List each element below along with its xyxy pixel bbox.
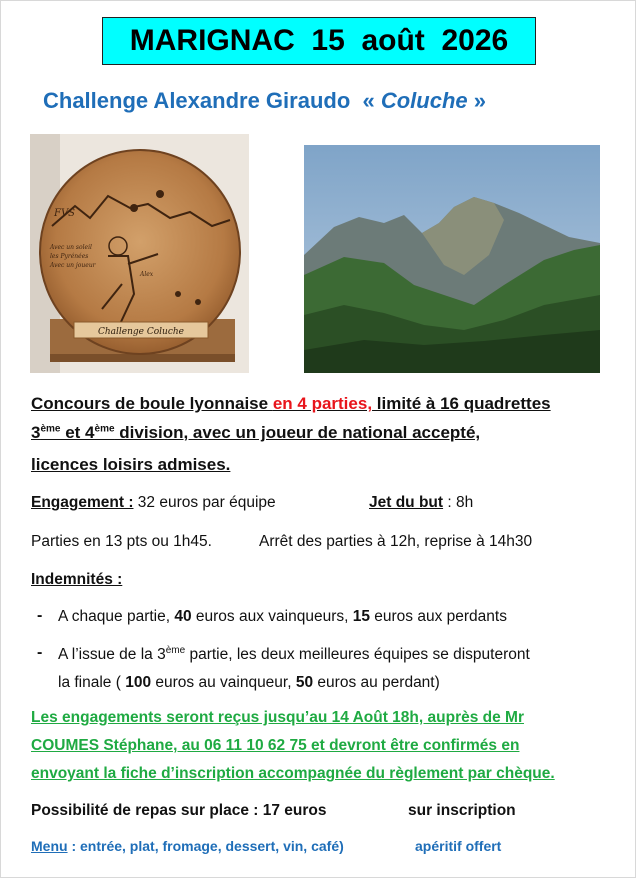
mountain-image — [304, 145, 600, 373]
parties-text: Parties en 13 pts ou 1h45. — [31, 533, 212, 550]
registration-line-3: envoyant la fiche d’inscription accompagnée du règlement par chèque. — [31, 765, 555, 782]
arret-text: Arrêt des parties à 12h, reprise à 14h30 — [259, 533, 533, 550]
trophy-image — [30, 134, 249, 373]
registration-line-1: Les engagements seront reçus jusqu’au 14 Août 18h, auprès de Mr — [31, 709, 524, 726]
bullet-dash: - — [37, 644, 43, 661]
trophy-poem-line: Avec un soleil — [50, 244, 92, 251]
bullet-dash: - — [37, 607, 43, 624]
indemnite-item-2-line-2: la finale ( 100 euros au vainqueur, 50 euros au perdant) — [58, 674, 440, 691]
indemnite-item-2-line-1: A l’issue de la 3ème partie, les deux meilleures équipes se disputeront — [58, 645, 530, 664]
trophy-plaque-text: Challenge Coluche — [97, 327, 185, 337]
meal-note: sur inscription — [408, 802, 516, 819]
page-title: MARIGNAC 15 août 2026 — [102, 17, 536, 65]
jet-du-but: Jet du but : 8h — [369, 494, 474, 511]
contest-line-1: Concours de boule lyonnaise en 4 parties, limité à 16 quadrettes — [31, 394, 551, 413]
contest-line-2: 3ème et 4ème division, avec un joueur de national accepté, — [31, 423, 481, 442]
indemnite-item-1: A chaque partie, 40 euros aux vainqueurs, 15 euros aux perdants — [58, 608, 507, 625]
subtitle: Challenge Alexandre Giraudo « Coluche » — [43, 88, 486, 113]
trophy-poem-line: Alex — [140, 271, 154, 278]
trophy-poem-line: Avec un joueur — [50, 262, 96, 269]
contest-line-3: licences loisirs admises. — [31, 455, 231, 474]
trophy-corner-text: FVS — [54, 208, 76, 219]
meal-text: Possibilité de repas sur place : 17 euros — [31, 802, 327, 819]
aperitif-text: apéritif offert — [415, 838, 502, 854]
trophy-poem-line: les Pyrénées — [50, 253, 89, 260]
engagement-line: Engagement : 32 euros par équipe — [31, 494, 276, 511]
registration-line-2: COUMES Stéphane, au 06 11 10 62 75 et devront être confirmés en — [31, 737, 520, 754]
indemnites-label: Indemnités : — [31, 571, 123, 588]
menu-line: Menu : entrée, plat, fromage, dessert, vin, café) — [31, 838, 344, 854]
